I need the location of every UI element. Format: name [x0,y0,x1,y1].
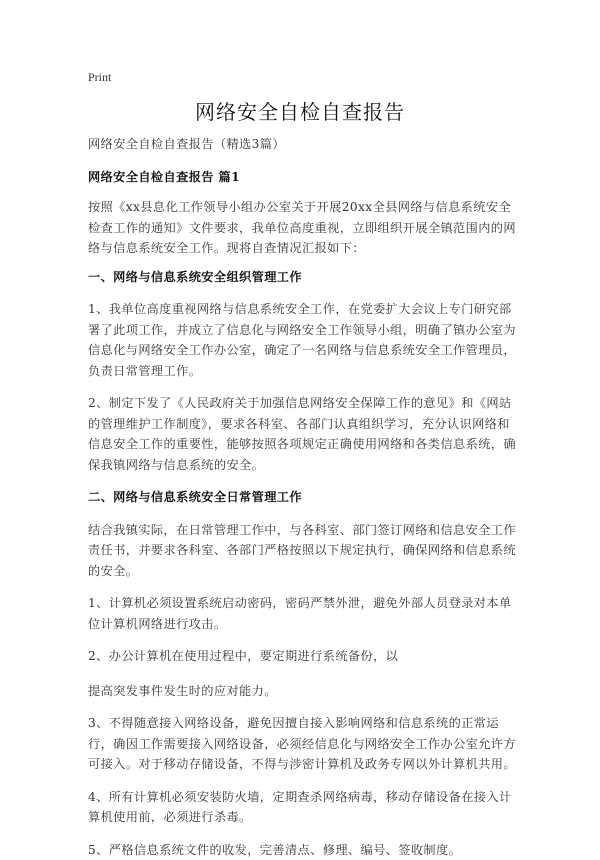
document-subtitle: 网络安全自检自查报告（精选3篇） [88,134,520,155]
part2-item1: 1、计算机必须设置系统启动密码，密码严禁外泄，避免外部人员登录对本单位计算机网络进行攻击。 [88,593,520,634]
part2-item2: 2、办公计算机在使用过程中，要定期进行系统备份，以 [88,646,520,667]
part2-item5: 5、严格信息系统文件的收发，完善清点、修理、编号、签收制度。 [88,840,520,860]
page-title: 网络安全自检自查报告 [0,96,600,125]
part2-item3: 3、不得随意接入网络设备，避免因擅自接入影响网络和信息系统的正常运行，确因工作需要接入网络设备，必须经信息化与网络安全工作办公室允许方可接入。对于移动存储设备，不得与涉密计算机及政务专网以外计算机共用。 [88,713,520,775]
intro-paragraph: 按照《xx县息化工作领导小组办公室关于开展20xx全县网络与信息系统安全检查工作的通知》文件要求，我单位高度重视，立即组织开展全镇范围内的网络与信息系统安全工作。现将自查情况汇报如下： [88,197,520,259]
part2-item4: 4、所有计算机必须安装防火墙，定期查杀网络病毒，移动存储设备在接入计算机使用前，必须进行杀毒。 [88,787,520,828]
document-body [88,134,520,860]
section-heading: 网络安全自检自查报告 篇1 [88,167,520,188]
part2-intro: 结合我镇实际，在日常管理工作中，与各科室、部门签订网络和信息安全工作责任书，并要求各科室、各部门严格按照以下规定执行，确保网络和信息系统的安全。 [88,520,520,582]
part1-item2: 2、制定下发了《人民政府关于加强信息网络安全保障工作的意见》和《网站的管理维护工作制度》，要求各科室、各部门认真组织学习，充分认识网络和信息安全工作的重要性，能够按照各项规定正确使用网络和各类信息系统，确保我镇网络与信息系统的安全。 [88,393,520,475]
part2-item2-continued: 提高突发事件发生时的应对能力。 [88,681,520,702]
print-link[interactable]: Print [88,70,111,85]
part1-item1: 1、我单位高度重视网络与信息系统安全工作，在党委扩大会议上专门研究部署了此项工作，并成立了信息化与网络安全工作领导小组，明确了镇办公室为信息化与网络安全工作办公室，确定了一名网络与信息系统安全工作管理员，负责日常管理工作。 [88,299,520,381]
part1-heading: 一、网络与信息系统安全组织管理工作 [88,267,520,288]
part2-heading: 二、网络与信息系统安全日常管理工作 [88,487,520,508]
